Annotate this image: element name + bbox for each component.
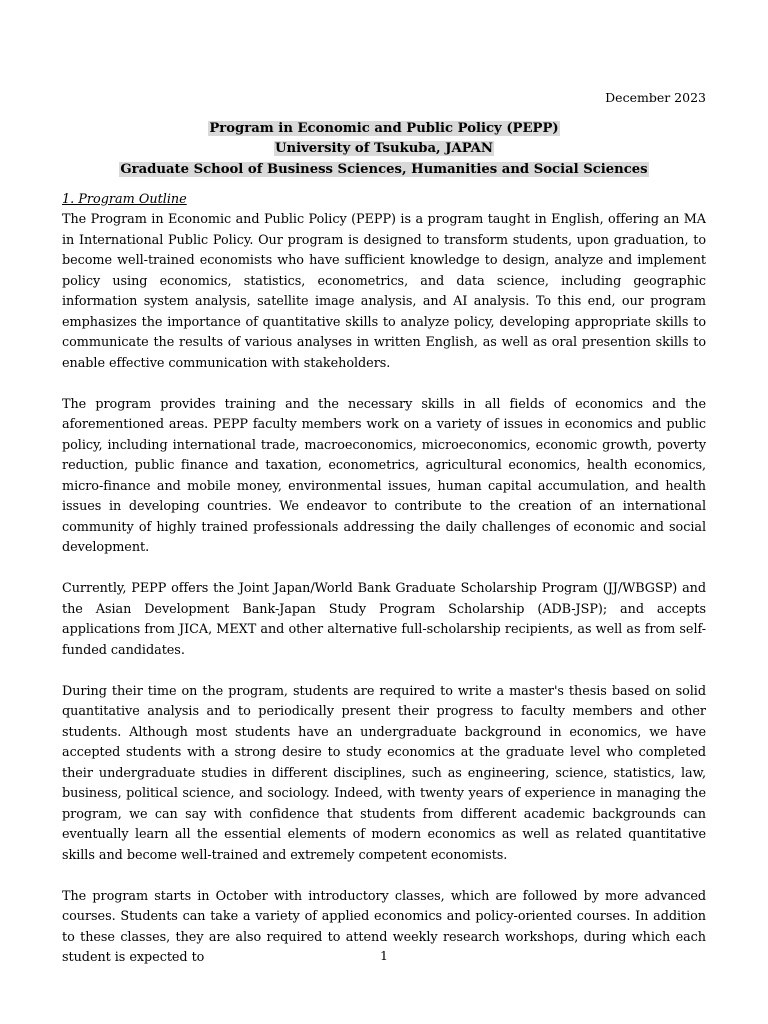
program-title: Program in Economic and Public Policy (PEPP)	[209, 121, 559, 136]
paragraph-program-schedule: The program starts in October with introductory classes, which are followed by more advanced courses. Students can take a variety of applied economics and policy-oriented courses. In addition to these classes, they are also required to attend weekly research workshops, during which each student is expected to	[62, 888, 706, 966]
page-number: 1	[380, 948, 388, 963]
university-title: University of Tsukuba, JAPAN	[275, 141, 493, 157]
document-date: December 2023	[605, 90, 706, 105]
document-title-block	[62, 119, 706, 180]
paragraph-scholarships: Currently, PEPP offers the Joint Japan/World Bank Graduate Scholarship Program (JJ/WBGSP) and the Asian Development Bank-Japan Study Program Scholarship (ADB-JSP); and accepts applications from JICA, MEXT and other alternative full-scholarship recipients, as well as from self-funded candidates.	[62, 581, 706, 658]
paragraph-training-fields: The program provides training and the necessary skills in all fields of economics and the aforementioned areas. PEPP faculty members work on a variety of issues in economics and public policy, including international trade, macroeconomics, microeconomics, economic growth, poverty reduction, public finance and taxation, econometrics, agricultural economics, health economics, micro-finance and mobile money, environmental issues, human capital accumulation, and health issues in developing countries. We endeavor to contribute to the creation of an international community of highly trained professionals addressing the daily challenges of economic and social development.	[62, 396, 706, 556]
graduate-school-title: Graduate School of Business Sciences, Humanities and Social Sciences	[120, 161, 648, 177]
paragraph-program-overview: The Program in Economic and Public Policy (PEPP) is a program taught in English, offering an MA in International Public Policy. Our program is designed to transform students, upon graduation, to become well-trained economists who have sufficient knowledge to design, analyze and implement policy using economics, statistics, econometrics, and data science, including geographic information system analysis, satellite image analysis, and AI analysis. To this end, our program emphasizes the importance of quantitative skills to analyze policy, developing appropriate skills to communicate the results of various analyses in written English, as well as oral presention skills to enable effective communication with stakeholders.	[62, 212, 706, 371]
paragraph-thesis-requirements: During their time on the program, students are required to write a master's thesis based on solid quantitative analysis and to periodically present their progress to faculty members and other students. Although most students have an undergraduate background in economics, we have accepted students with a strong desire to study economics at the graduate level who completed their undergraduate studies in different disciplines, such as engineering, science, statistics, law, business, political science, and sociology. Indeed, with twenty years of experience in managing the program, we can say with confidence that students from different academic backgrounds can eventually learn all the essential elements of modern economics as well as related quantitative skills and become well-trained and extremely competent economists.	[62, 683, 706, 863]
document-page	[62, 88, 706, 989]
section-heading: 1. Program Outline	[62, 191, 187, 207]
